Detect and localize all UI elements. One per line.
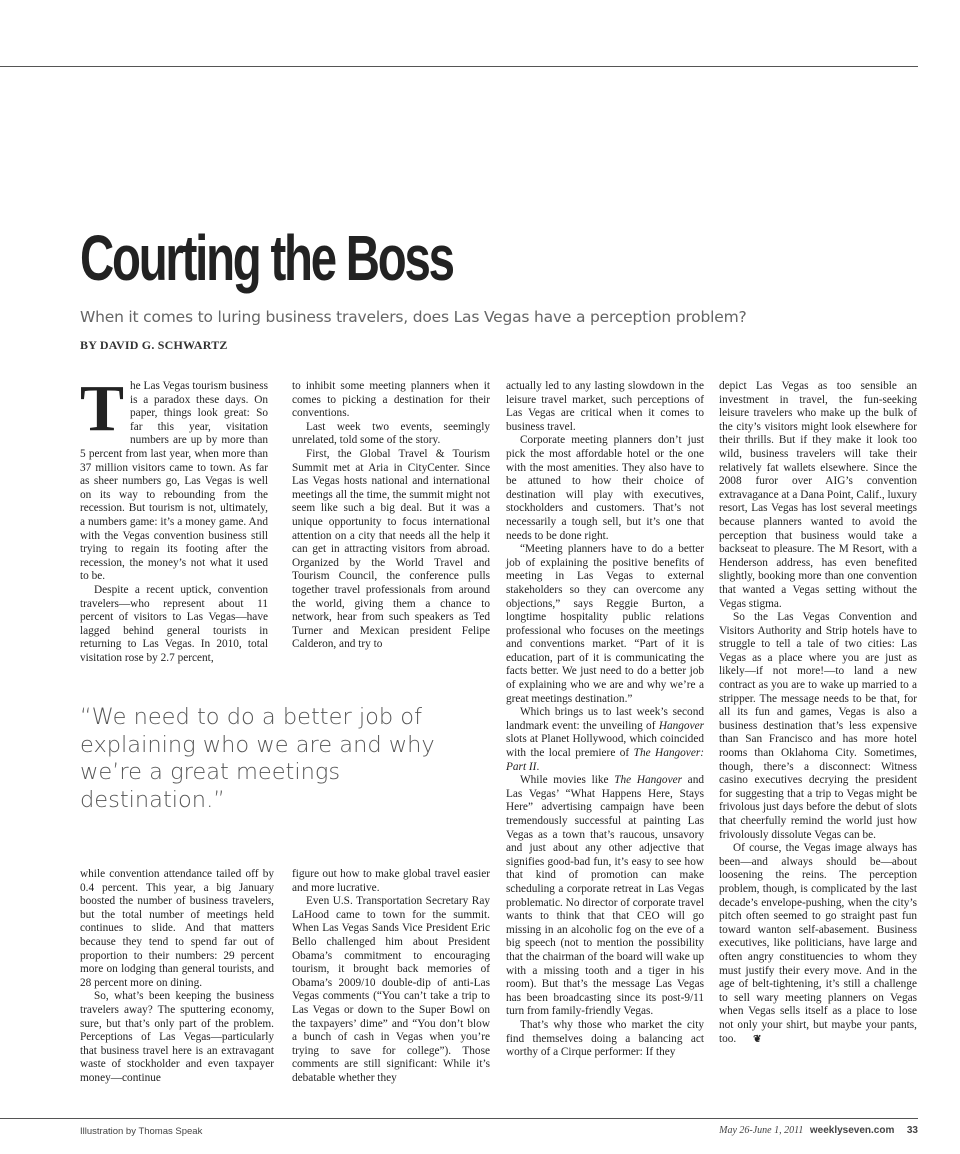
paragraph — [506, 706, 704, 774]
bottom-rule — [0, 1118, 918, 1119]
paragraph: That’s why those who market the city find themselves doing a balancing act worthy of a Cirque performer: If they — [506, 1018, 704, 1059]
illustration-credit: Illustration by Thomas Speak — [80, 1126, 203, 1137]
paragraph-text: Which brings us to last week’s second landmark event: the unveiling of — [506, 706, 704, 732]
folio — [719, 1125, 918, 1136]
column-2-bottom — [292, 868, 490, 1086]
issue-date: May 26-June 1, 2011 — [719, 1125, 804, 1136]
byline: BY DAVID G. SCHWARTZ — [80, 338, 228, 352]
paragraph — [80, 372, 268, 584]
film-title: The Hangover: Part II — [506, 747, 704, 773]
paragraph: Corporate meeting planners don’t just pick the most affordable hotel or the one with the most amenities. They also have to be attuned to how their choice of destination will play with executives, stockholders and customers. That’s not necessarily a tough sell, but it’s one that needs to be done right. — [506, 434, 704, 542]
column-3 — [506, 380, 704, 1060]
column-2-top — [292, 380, 490, 652]
paragraph-text: . — [536, 760, 540, 773]
article-title: Courting the Boss — [80, 222, 453, 294]
paragraph: depict Las Vegas as too sensible an investment in travel, the fun-seeking leisure travelers who make up the bulk of the city’s visitors might look elsewhere for their thrills. But if they make it look too wild, business travelers will take their relatively fat wallets elsewhere. Since the 2008 furor over AIG’s convention extravagance at a Dana Point, Calif., luxury resort, Las Vegas has lost several meetings because planners wanted to avoid the perception that business would take a backseat to pleasure. The M Resort, with a Henderson address, has even benefited slightly, booking more than one convention that wanted a Vegas setting without the Vegas stigma. — [719, 380, 917, 610]
column-1-top — [80, 372, 268, 665]
paragraph-text: slots at Planet Hollywood, which coincided with the local premiere of — [506, 733, 704, 760]
paragraph-text: While movies like — [520, 774, 615, 787]
paragraph-text: he Las Vegas tourism business is a paradox these days. On paper, things look great: So far this year, visitation numbers are up by more than 5 percent from last year, when more than 37 million visitors came to town. As far as sheer numbers go, Las Vegas is well on its way to rebounding from the recession. But tourism is not, ultimately, a numbers game: it’s a money game. And with the Vegas convention business still trying to regain its footing after the recession, the money’s not what it used to be. — [80, 380, 268, 583]
page-number: 33 — [906, 1125, 918, 1136]
paragraph: figure out how to make global travel easier and more lucrative. — [292, 868, 490, 894]
top-rule — [0, 66, 918, 67]
column-4 — [719, 380, 917, 1046]
paragraph: actually led to any lasting slowdown in the leisure travel market, such perceptions of Las Vegas are critical when it comes to business travel. — [506, 380, 704, 433]
paragraph: Despite a recent uptick, convention travelers—who represent about 11 percent of visitors to Las Vegas—have lagged behind general tourists in returning to Las Vegas. In 2010, total visitation rose by 2.7 percent, — [80, 583, 268, 664]
article-dek: When it comes to luring business travelers, does Las Vegas have a perception problem? — [80, 308, 747, 326]
end-mark-icon: ❦ — [753, 1033, 762, 1045]
paragraph-text: and Las Vegas’ “What Happens Here, Stays Here” advertising campaign have been tremendously successful at painting Las Vegas as a town that’s raucous, unsavory and just about any other adjective that signifies good-bad fun, it’s easy to see how that kind of promotion can make scheduling a corporate retreat in Las Vegas problematic. No director of corporate travel wants to think that that CEO will go missing in an alcoholic fog on the eve of a big speech (not to mention the possibility that the chairman of the board will wake up with a missing tooth and a tiger in his room). But that’s the message Las Vegas has been broadcasting since its post-9/11 turn from family-friendly Vegas. — [506, 774, 704, 1018]
paragraph: while convention attendance tailed off by 0.4 percent. This year, a big January boosted the number of business travelers, but the total number of meetings held continues to slide. And that matters because they tend to spend far out of proportion to their numbers: 29 percent more on lodging than general tourists, and 28 percent more on dining. — [80, 868, 274, 989]
paragraph — [719, 842, 917, 1046]
column-1-bottom — [80, 868, 274, 1086]
paragraph: “Meeting planners have to do a better job of explaining the positive benefits of meeting in Las Vegas to external stakeholders so they can overcome any objections,” says Reggie Burton, a longtime hospitality public relations professional who focuses on the meetings and conventions market. “Part of it is education, part of it is communicating the facts better. We just need to do a better job of explaining who we are and why we’re a great meetings destination.” — [506, 543, 704, 705]
paragraph: So the Las Vegas Convention and Visitors Authority and Strip hotels have to struggle to tell a tale of two cities: Las Vegas as a place where you are just as likely—if not more!—to land a new contract as you are to wake up married to a stripper. The message needs to be that, for all its fun and games, Vegas is also a business destination that’s less expensive than San Francisco and has more hotel rooms than Oklahoma City. Sometimes, though, there’s a disconnect: Witness casino executives decrying the president for suggesting that a trip to Vegas might be frivolous just days before the debut of slots that cheerfully remind the world just how frivolously dissolute Vegas can be. — [719, 611, 917, 841]
site-link[interactable]: weeklyseven.com — [809, 1125, 895, 1136]
paragraph: Even U.S. Transportation Secretary Ray LaHood came to town for the summit. When Las Vegas Sands Vice President Eric Bello challenged him about President Obama’s commitment to encouraging tourism, it brought back memories of Obama’s 2009/10 double-dip of anti-Las Vegas comments (“You can’t take a trip to Las Vegas or down to the Super Bowl on the taxpayers’ dime” and “You don’t blow a bunch of cash in Vegas when you’re trying to save for college”). Those comments are still significant: While it’s debatable whether they — [292, 895, 490, 1084]
film-title: Hangover — [658, 719, 704, 732]
paragraph-text: Of course, the Vegas image always has been—and always should be—about loosening the reins. The perception problem, though, is complicated by the last decade’s envelope-pushing, when the city’s pitch often seemed to go straight past fun toward wanton self-abasement. Business executives, like politicians, have large and often angry constituencies to whom they must justify their every move. And in the age of belt-tightening, it’s still a challenge to sell wary meeting planners on Vegas when Vegas sells itself as a place to lose not only your shirt, but maybe your pants, too. — [719, 842, 917, 1045]
paragraph: First, the Global Travel & Tourism Summit met at Aria in CityCenter. Since Las Vegas hosts national and international meetings all the time, the summit might not seem like such a big deal. But it was a unique opportunity to focus international attention on a city that needs all the help it can get in attracting visitors from abroad. Organized by the World Travel and Tourism Council, the conference pulls together travel professionals from around the world, giving them a chance to network, hear from such speakers as Ted Turner and Mexican president Felipe Calderon, and try to — [292, 447, 490, 651]
paragraph: to inhibit some meeting planners when it comes to picking a destination for their conventions. — [292, 380, 490, 420]
pull-quote: “We need to do a better job of explaining who we are and why we’re a great meetings destination.” — [80, 704, 435, 813]
drop-cap: T — [80, 372, 125, 445]
paragraph: So, what’s been keeping the business travelers away? The sputtering economy, sure, but that’s only part of the problem. Perceptions of Las Vegas—particularly that business travel here is an extravagant waste of stockholder and even taxpayer money—continue — [80, 990, 274, 1084]
paragraph: Last week two events, seemingly unrelated, told some of the story. — [292, 420, 490, 447]
film-title: The Hangover — [614, 774, 682, 787]
paragraph — [506, 774, 704, 1019]
